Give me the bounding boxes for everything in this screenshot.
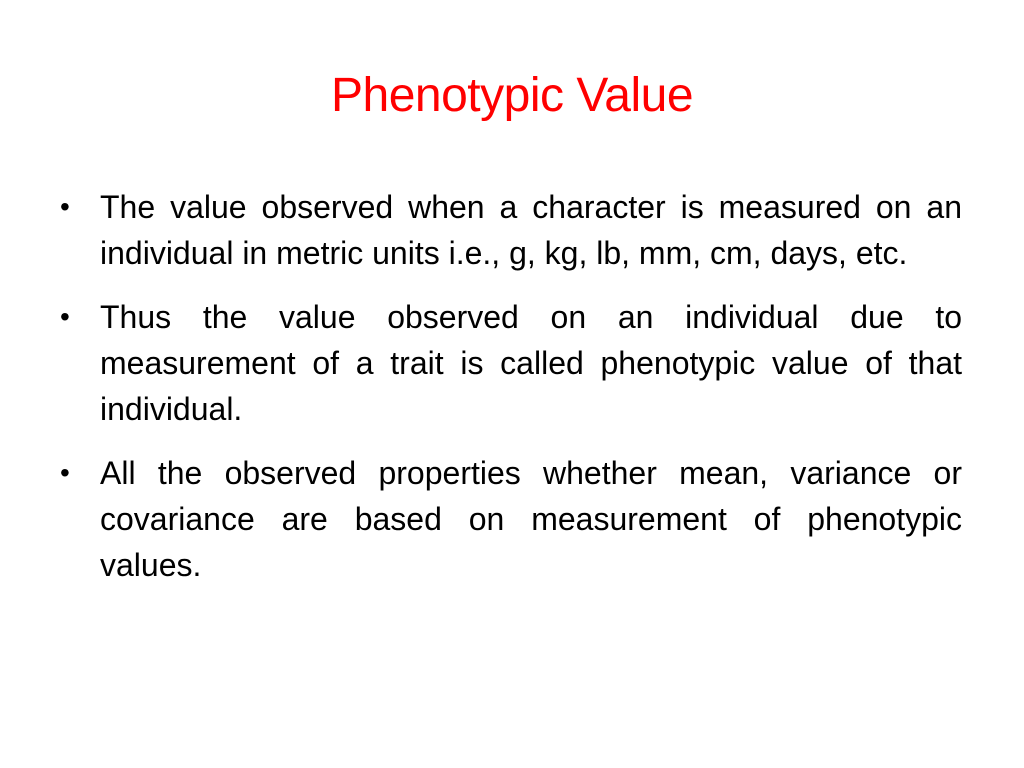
bullet-item-3 xyxy=(56,450,962,588)
bullet-text: The value observed when a character is measured on an individual in metric units i.e., g, kg, lb, mm, cm, days, etc. xyxy=(100,189,962,271)
slide-title: Phenotypic Value xyxy=(330,69,694,122)
bullet-point-icon: • xyxy=(60,457,70,488)
bullet-item-1 xyxy=(56,184,962,276)
bullet-point-icon: • xyxy=(60,191,70,222)
bullet-point-icon: • xyxy=(60,301,70,332)
bullet-text: All the observed properties whether mean, variance or covariance are based on measurement of phenotypic values. xyxy=(100,455,962,583)
bullet-item-2 xyxy=(56,294,962,432)
bullet-text: Thus the value observed on an individual due to measurement of a trait is called phenotypic value of that individual. xyxy=(100,299,962,427)
bullet-list xyxy=(56,184,962,606)
